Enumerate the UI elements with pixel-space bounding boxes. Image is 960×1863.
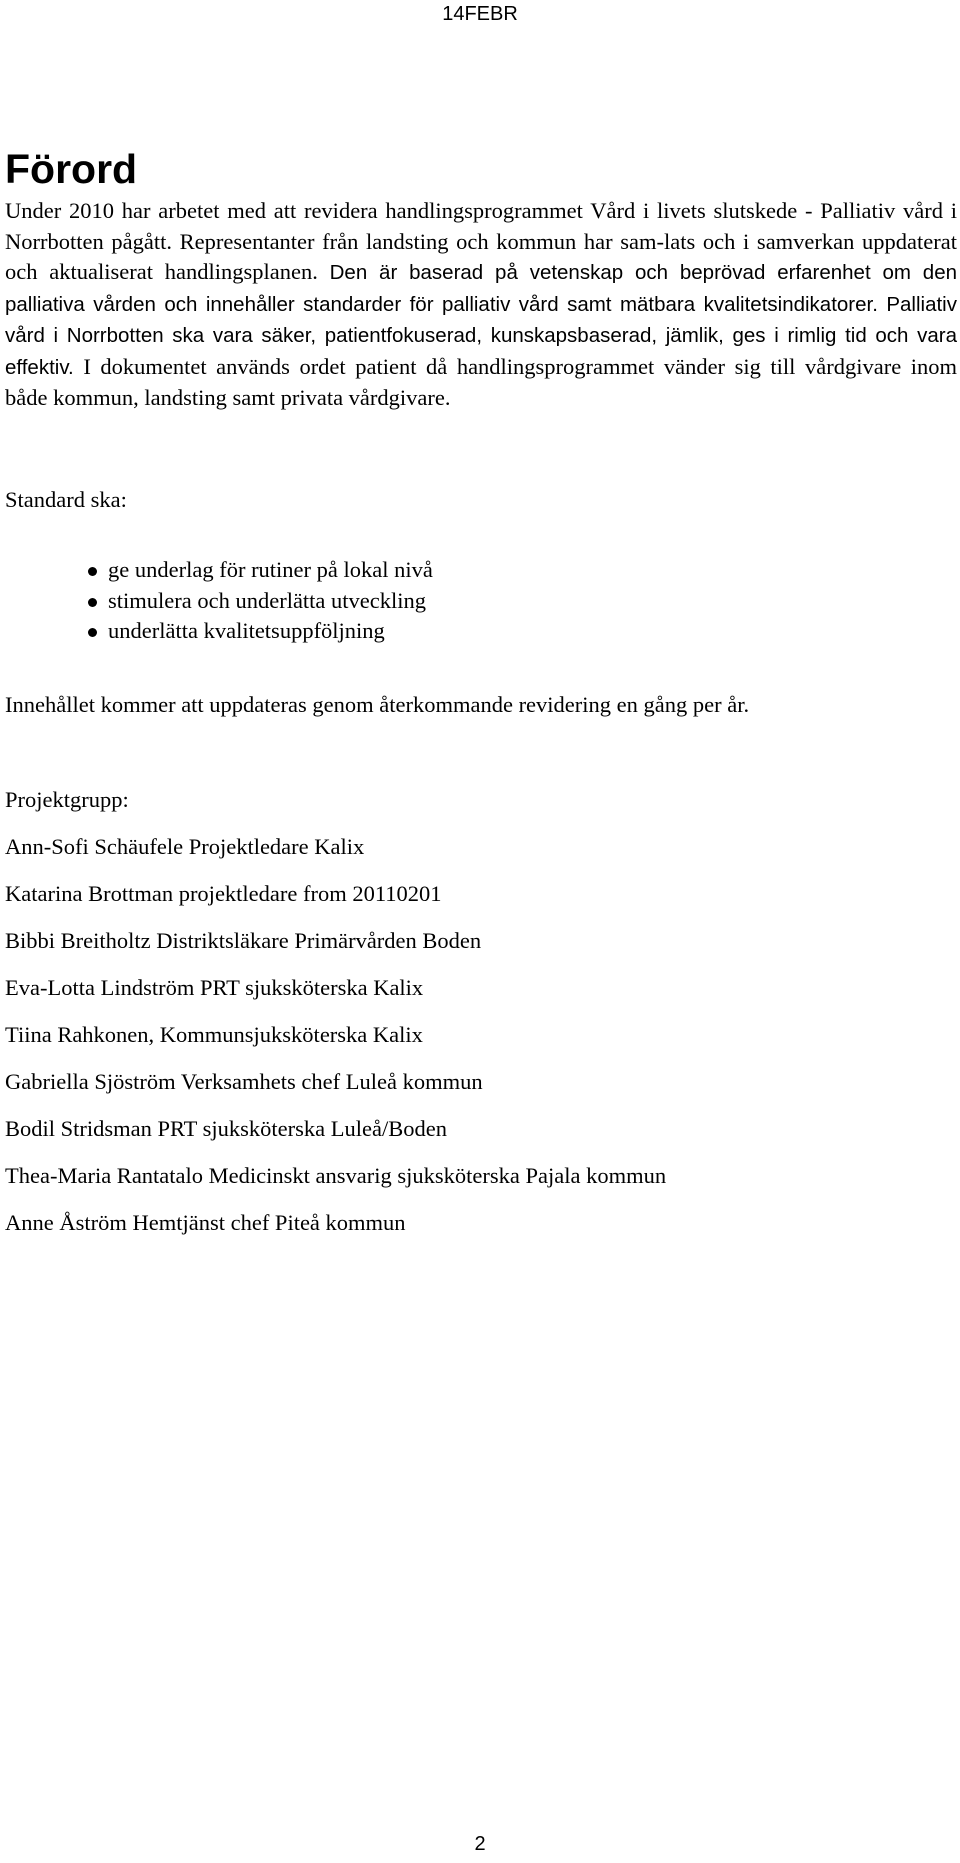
list-item: Tiina Rahkonen, Kommunsjuksköterska Kalix (5, 1022, 423, 1047)
page-number: 2 (474, 1833, 486, 1855)
project-group-list (5, 832, 666, 1255)
intro-paragraph (5, 196, 957, 414)
page-title: Förord (5, 146, 138, 192)
list-item: Katarina Brottman projektledare from 20110201 (5, 881, 442, 906)
intro-sentence-1: Under 2010 har arbetet med att revidera handlingsprogrammet Vård i livets slutskede - Palliativ vård i Norrbotten pågått. Representanter från landsting och kommun har sam-lats och i samverkan uppdaterat och aktualiserat handlingsplanen. (5, 198, 957, 284)
list-item (88, 555, 433, 586)
list-item: Bibbi Breitholtz Distriktsläkare Primärvården Boden (5, 928, 482, 953)
project-group-heading: Projektgrupp: (5, 787, 129, 812)
update-note: Innehållet kommer att uppdateras genom återkommande revidering en gång per år. (5, 692, 750, 717)
list-item (88, 586, 433, 617)
list-item: Gabriella Sjöström Verksamhets chef Luleå kommun (5, 1069, 483, 1094)
list-item: Bodil Stridsman PRT sjuksköterska Luleå/Boden (5, 1116, 447, 1141)
list-item (88, 616, 433, 647)
bullet-text: stimulera och underlätta utveckling (108, 587, 427, 613)
standard-bullet-list (88, 555, 433, 647)
list-item: Anne Åström Hemtjänst chef Piteå kommun (5, 1210, 406, 1235)
list-item: Eva-Lotta Lindström PRT sjuksköterska Kalix (5, 975, 424, 1000)
page-header: 14FEBR (442, 3, 518, 25)
bullet-icon (88, 598, 97, 607)
bullet-text: ge underlag för rutiner på lokal nivå (108, 557, 433, 582)
bullet-icon (88, 567, 97, 576)
list-item: Ann-Sofi Schäufele Projektledare Kalix (5, 834, 365, 859)
intro-sentence-2: Den är baserad på vetenskap och beprövad erfarenhet om den palliativa vården och innehåller standarder för palliativ vård samt mätbara kvalitetsindikatorer. Palliativ vård i Norrbotten ska vara säker, patientfokuserad, kunskapsbaserad, jämlik, ges i rimlig tid och vara effektiv. (5, 261, 958, 379)
bullet-icon (88, 628, 97, 637)
intro-sentence-3: I dokumentet används ordet patient då handlingsprogrammet vänder sig till vårdgivare inom både kommun, landsting samt privata vårdgivare. (5, 353, 957, 410)
standard-heading: Standard ska: (5, 487, 127, 512)
list-item: Thea-Maria Rantatalo Medicinskt ansvarig sjuksköterska Pajala kommun (5, 1163, 667, 1188)
bullet-text: underlätta kvalitetsuppföljning (108, 618, 385, 643)
